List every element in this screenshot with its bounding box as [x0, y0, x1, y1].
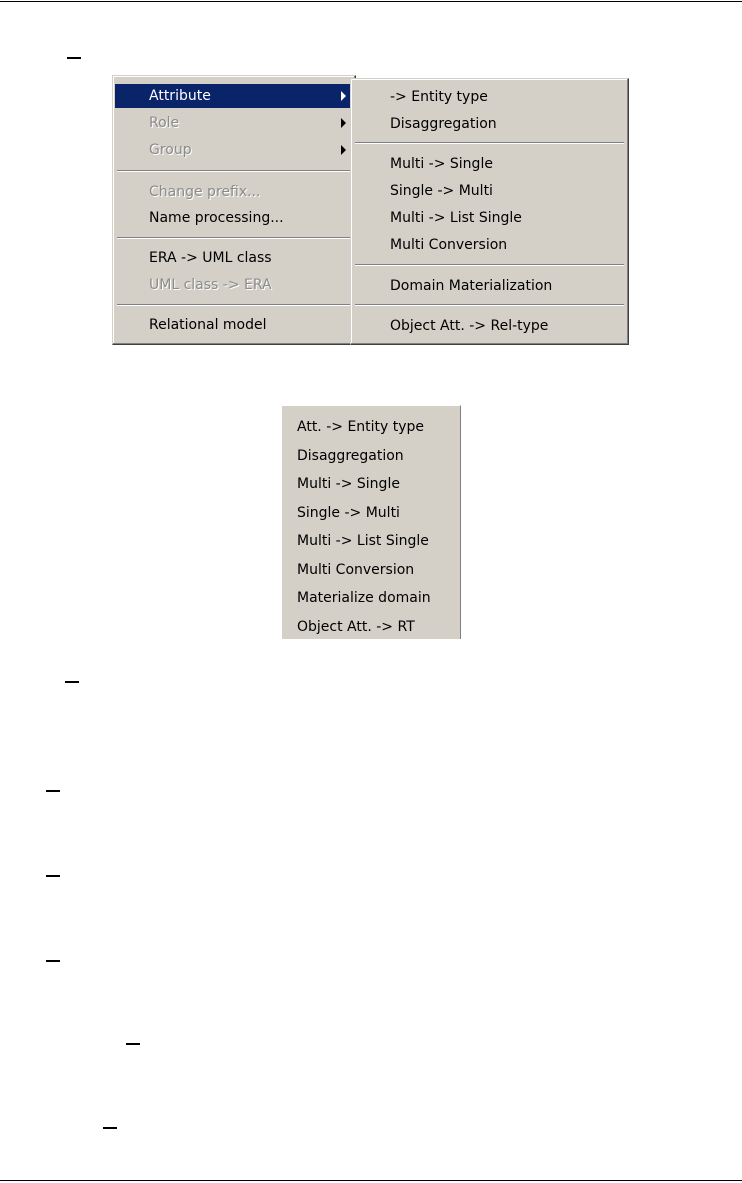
menu-item-relational-model[interactable] [115, 313, 353, 337]
menu-separator [355, 264, 624, 266]
menu-item-label: Attribute [149, 88, 211, 104]
menu-item-label: Relational model [149, 317, 267, 333]
dash-mark [46, 875, 60, 877]
submenu-item-multi-conversion[interactable] [353, 233, 626, 257]
toolbar-item-multi-conversion[interactable]: Multi Conversion [297, 562, 415, 578]
submenu-item-multi-to-single[interactable] [353, 152, 626, 176]
menu-separator [117, 304, 351, 306]
dash-mark [46, 790, 60, 792]
menu-item-label: Role [149, 115, 180, 131]
menu-item-name-processing[interactable] [115, 206, 353, 230]
toolbar-item-materialize-domain[interactable]: Materialize domain [297, 590, 431, 606]
dash-mark [65, 681, 79, 683]
toolbar-item-multi-to-list-single[interactable]: Multi -> List Single [297, 533, 429, 549]
transform-menu [112, 75, 356, 345]
toolbar-item-object-att-rt[interactable]: Object Att. -> RT [297, 619, 415, 635]
submenu-item-label: Multi -> Single [390, 156, 493, 172]
submenu-item-label: Domain Materialization [390, 278, 553, 294]
submenu-arrow-icon [341, 91, 346, 101]
bottom-rule [0, 1180, 742, 1181]
submenu-item-multi-to-list-single[interactable] [353, 206, 626, 230]
menu-separator [355, 142, 624, 144]
menu-separator [117, 170, 351, 172]
submenu-item-entity-type[interactable] [353, 85, 626, 109]
menu-item-change-prefix[interactable] [115, 180, 353, 204]
toolbar-item-disaggregation[interactable]: Disaggregation [297, 448, 404, 464]
submenu-item-label: Single -> Multi [390, 183, 493, 199]
menu-item-label: Name processing... [149, 210, 284, 226]
submenu-arrow-icon [341, 118, 346, 128]
submenu-item-label: Disaggregation [390, 116, 497, 132]
attribute-toolbar-menu [281, 405, 461, 639]
toolbar-item-single-to-multi[interactable]: Single -> Multi [297, 505, 400, 521]
menu-item-uml-to-era[interactable] [115, 273, 353, 297]
menu-item-label: Group [149, 142, 192, 158]
dash-mark [126, 1043, 140, 1045]
dash-mark [103, 1127, 117, 1129]
submenu-item-object-att-rel-type[interactable] [353, 314, 626, 338]
menu-item-group[interactable] [115, 138, 353, 162]
menu-item-role[interactable] [115, 111, 353, 135]
menu-separator [117, 237, 351, 239]
submenu-arrow-icon [341, 145, 346, 155]
menu-item-attribute[interactable] [115, 84, 353, 108]
dash-mark [46, 960, 60, 962]
menu-item-label: Change prefix... [149, 184, 261, 200]
submenu-item-domain-materialization[interactable] [353, 274, 626, 298]
submenu-item-label: Multi -> List Single [390, 210, 522, 226]
menu-item-era-to-uml[interactable] [115, 246, 353, 270]
toolbar-item-att-entity-type[interactable]: Att. -> Entity type [297, 419, 425, 435]
menu-item-label: UML class -> ERA [149, 277, 272, 293]
submenu-item-label: Object Att. -> Rel-type [390, 318, 549, 334]
submenu-item-disaggregation[interactable] [353, 112, 626, 136]
top-rule [0, 1, 742, 2]
submenu-item-label: -> Entity type [390, 89, 488, 105]
submenu-item-single-to-multi[interactable] [353, 179, 626, 203]
attribute-submenu [350, 78, 629, 345]
dash-mark [67, 57, 81, 59]
toolbar-item-multi-to-single[interactable]: Multi -> Single [297, 476, 400, 492]
menu-item-label: ERA -> UML class [149, 250, 272, 266]
menu-separator [355, 304, 624, 306]
submenu-item-label: Multi Conversion [390, 237, 508, 253]
